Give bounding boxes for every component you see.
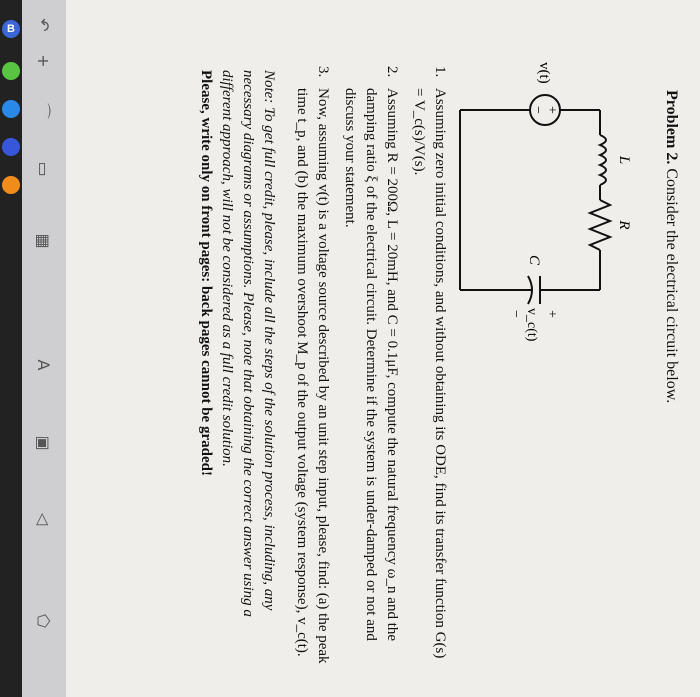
label-R: R — [616, 220, 632, 230]
note-block — [195, 66, 279, 666]
stamp-icon[interactable]: ▣ — [34, 435, 54, 451]
label-C: C — [526, 254, 542, 266]
problem-title — [662, 90, 680, 403]
app-green-icon[interactable] — [2, 62, 20, 80]
text-icon[interactable]: ▦ — [34, 233, 54, 249]
capacitor-plus-sign: + — [544, 310, 559, 318]
rlc-circuit-diagram — [440, 62, 640, 342]
capacitor-minus-sign: − — [508, 310, 523, 318]
label-L: L — [616, 155, 632, 165]
note-label: Note: — [261, 70, 277, 104]
question-text: Assuming R = 200Ω, L = 20mH, and C = 0.1μF, compute the natural frequency ω_n and the damping ratio ξ of the electrical circuit. Determine if the system is under-damped or not and discuss your statement. — [342, 88, 400, 642]
question-number: 3. — [315, 66, 331, 78]
source-plus-sign: + — [544, 106, 559, 114]
undo-icon[interactable]: ↶ — [34, 18, 54, 32]
redo-icon[interactable]: + — [34, 54, 54, 68]
rotated-page-content — [71, 0, 700, 697]
label-vct: v_c(t) — [524, 308, 539, 342]
source-minus-sign: − — [530, 106, 545, 114]
question-text: Assuming zero initial conditions, and without obtaining its ODE, find its transfer function G(s) = V_c(s)/V(s). — [411, 88, 448, 659]
questions-block — [195, 66, 450, 666]
inductor-coil — [600, 135, 606, 185]
image-icon[interactable]: ⌒ — [33, 102, 53, 119]
note-bold-line: Please, write only on front pages: back pages cannot be graded! — [198, 70, 214, 476]
question-item — [408, 66, 450, 666]
question-number: 1. — [432, 66, 448, 78]
app-blue-icon[interactable] — [2, 100, 20, 118]
question-text: Now, assuming v(t) is a voltage source described by an unit step input, please, find: (a) the peak time t_p, and (b) the maximum overshoot M_p of the output voltage (system response), v_c(t). — [294, 88, 331, 664]
expand-icon[interactable]: ⬠ — [34, 614, 54, 628]
question-item — [339, 66, 402, 666]
shape-icon[interactable]: ◁ — [34, 512, 54, 526]
label-vt: v(t) — [536, 62, 552, 84]
document-page — [66, 0, 700, 697]
problem-title-bold: Problem 2. — [663, 90, 680, 165]
copy-icon[interactable]: ▭ — [34, 161, 54, 177]
app-dock — [0, 0, 22, 697]
problem-title-text: Consider the electrical circuit below. — [663, 164, 680, 404]
app-dark-blue-icon[interactable] — [2, 138, 20, 156]
note-text: To get full credit, please, include all the steps of the solution process, including, any necessary diagrams or assumptions. Please, note that obtaining the correct answer using a different approach, will not be considered as a full credit solution. — [219, 70, 277, 617]
question-number: 2. — [384, 66, 400, 78]
app-orange-icon[interactable] — [2, 176, 20, 194]
resistor-zigzag — [590, 200, 610, 250]
question-item — [291, 66, 333, 666]
annotation-toolbar — [22, 0, 66, 697]
pen-icon[interactable]: A — [34, 359, 54, 371]
app-b-icon[interactable]: B — [2, 20, 20, 38]
